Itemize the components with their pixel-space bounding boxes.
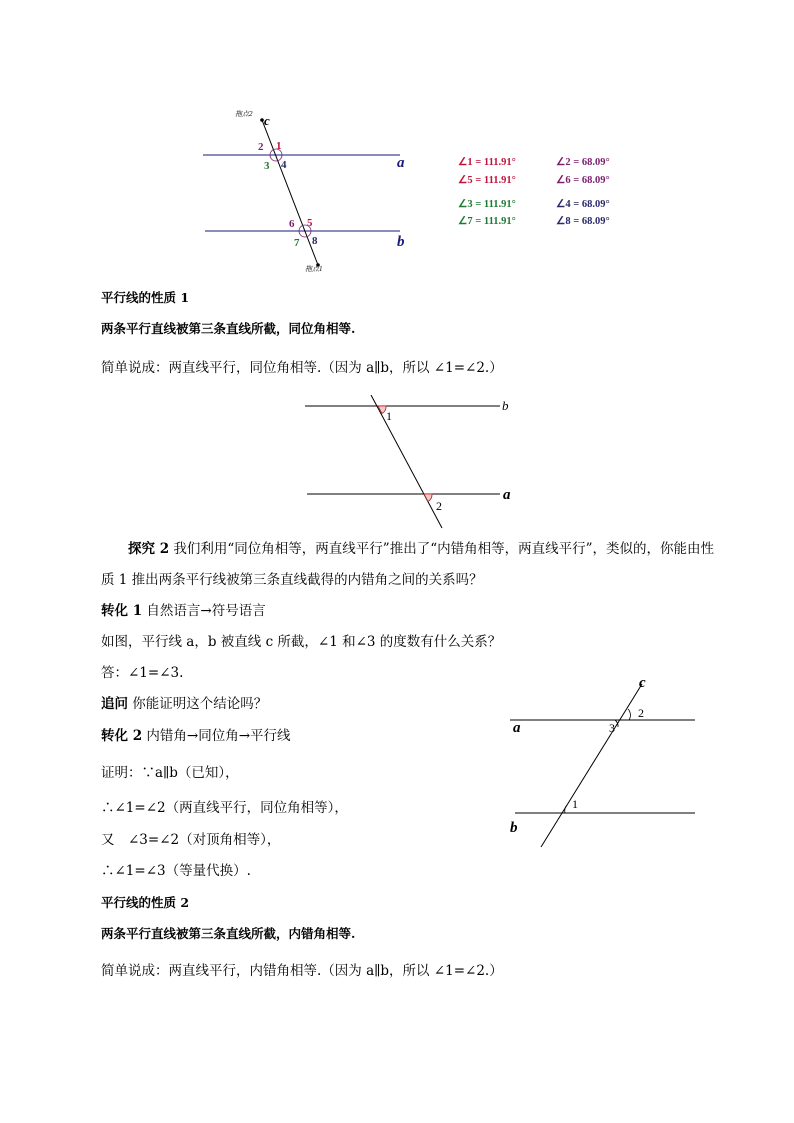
transversal [371,395,442,528]
label-b: b [502,398,509,413]
proof-line-3: 又 ∠3=∠2（对顶角相等）， [101,832,281,848]
proof-line-1: 证明：∵a∥b（已知）， [101,765,239,781]
proof-line-2: ∴∠1=∠2（两直线平行，同位角相等）， [101,800,348,816]
figure-corresponding-angles [300,395,525,530]
explore2-line1 [128,540,714,558]
label-a: a [513,720,521,736]
line-c [541,684,642,847]
measure-angle-8: ∠8 = 68.09° [556,216,610,227]
property2-simple: 简单说成：两直线平行，内错角相等.（因为 a∥b，所以 ∠1=∠2.） [101,963,503,979]
label-c: c [639,675,646,691]
pivot1-label: 拖点1 [305,265,323,273]
angle-2-mark [424,494,432,502]
followup-label: 追问 [101,696,128,712]
explore2-text: 我们利用“同位角相等，两直线平行”推出了“内错角相等，两直线平行”，类似的，你能由性 [173,541,714,557]
explore2-line2: 质 1 推出两条平行线被第三条直线截得的内错角之间的关系吗？ [101,572,483,588]
followup [101,695,267,713]
measure-angle-6: ∠6 = 68.09° [556,175,610,186]
angle-num-7: 7 [294,237,300,249]
label-b: b [510,820,518,836]
angle-num-2: 2 [258,141,264,153]
angle-num-2: 2 [638,706,644,720]
transform1 [101,602,266,620]
label-c: c [264,113,270,128]
pivot2-label: 拖点2 [235,110,253,118]
angle-num-3: 3 [609,721,615,735]
angle-num-1: 1 [386,409,392,423]
transform2-label: 转化 2 [101,728,143,744]
figure-alternate-interior-angles [505,672,700,852]
angle-num-5: 5 [307,217,313,229]
figure-parallel-lines-eight-angles [195,105,425,275]
followup-text: 你能证明这个结论吗？ [132,696,268,712]
measure-angle-3: ∠3 = 111.91° [458,199,516,210]
transform2 [101,727,291,745]
question-text: 如图，平行线 a，b 被直线 c 所截，∠1 和∠3 的度数有什么关系？ [101,634,502,650]
angle-num-2: 2 [436,499,442,513]
angle-num-8: 8 [312,235,318,247]
angle-num-6: 6 [289,218,295,230]
angle-num-1: 1 [572,797,578,811]
measure-angle-7: ∠7 = 111.91° [458,216,516,227]
property2-statement: 两条平行直线被第三条直线所截，内错角相等. [101,926,356,941]
line-c [262,120,318,265]
measure-angle-2: ∠2 = 68.09° [556,157,610,168]
label-b: b [397,234,405,250]
label-a: a [397,155,405,171]
answer-text: 答：∠1=∠3. [101,665,184,681]
angle-num-3: 3 [264,160,270,172]
property1-statement: 两条平行直线被第三条直线所截，同位角相等. [101,321,356,336]
transform2-text: 内错角→同位角→平行线 [146,728,291,744]
property1-title: 平行线的性质 1 [101,290,190,305]
transform1-label: 转化 1 [101,603,143,619]
angle-num-1: 1 [276,140,282,152]
explore2-label: 探究 2 [128,541,170,557]
measure-angle-4: ∠4 = 68.09° [556,199,610,210]
property1-simple: 简单说成：两直线平行，同位角相等.（因为 a∥b，所以 ∠1=∠2.） [101,360,503,376]
angle-2-arc [628,709,630,720]
proof-line-4: ∴∠1=∠3（等量代换）. [101,863,251,879]
measure-angle-1: ∠1 = 111.91° [458,157,516,168]
transform1-text: 自然语言→符号语言 [146,603,266,619]
label-a: a [503,487,511,503]
property2-title: 平行线的性质 2 [101,895,190,910]
measure-angle-5: ∠5 = 111.91° [458,175,516,186]
angle-num-4: 4 [281,159,287,171]
